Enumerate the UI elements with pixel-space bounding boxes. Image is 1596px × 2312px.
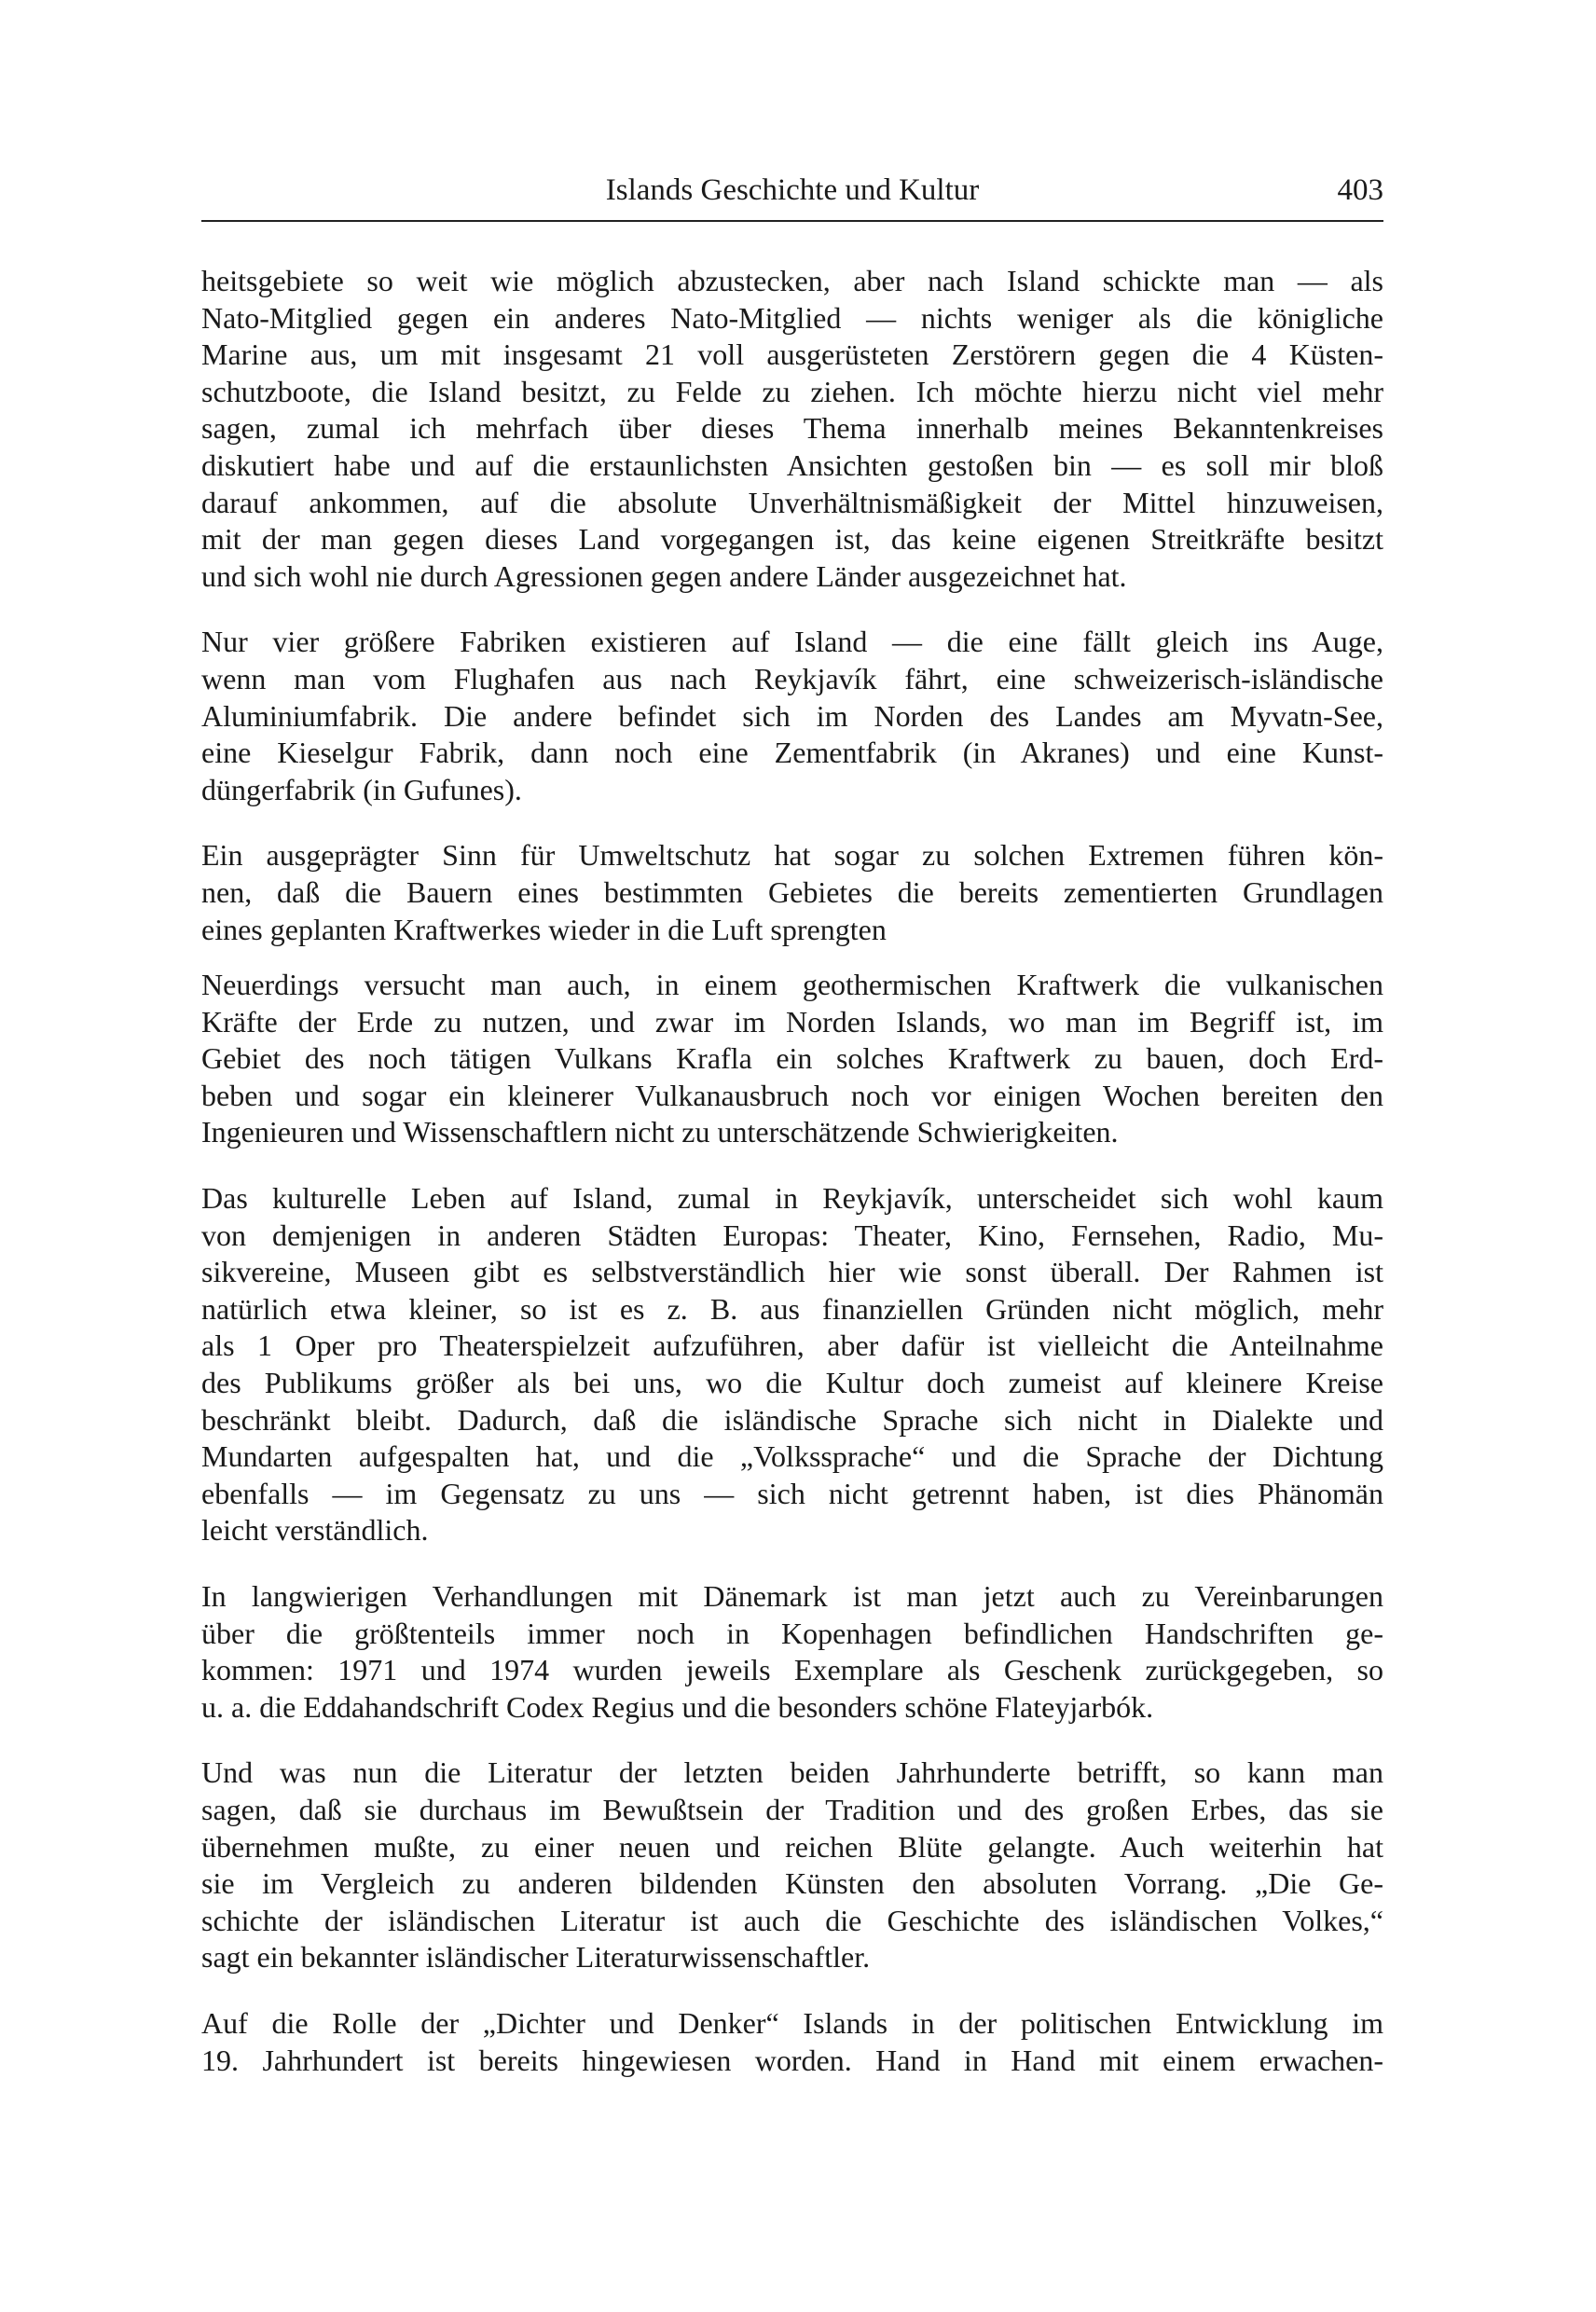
text-line: sagen, zumal ich mehrfach über dieses Thema innerhalb meines Bekanntenkreises [201,411,1383,446]
text-line: übernehmen mußte, zu einer neuen und reichen Blüte gelangte. Auch weiterhin hat [201,1829,1383,1864]
running-title: Islands Geschichte und Kultur [605,173,980,207]
text-line: beben und sogar ein kleinerer Vulkanausbruch noch vor einigen Wochen bereiten den [201,1078,1383,1112]
text-line: Marine aus, um mit insgesamt 21 voll ausgerüsteten Zerstörern gegen die 4 Küsten- [201,337,1383,372]
text-line: ebenfalls — im Gegensatz zu uns — sich nicht getrennt haben, ist dies Phänomän [201,1476,1383,1510]
paragraph [201,1755,1383,1976]
paragraph [201,263,1383,595]
text-line: des Publikums größer als bei uns, wo die Kultur doch zumeist auf kleinere Kreise [201,1366,1383,1400]
text-line: Aluminiumfabrik. Die andere befindet sich im Norden des Landes am Myvatn-See, [201,698,1383,733]
text-line: Neuerdings versucht man auch, in einem geothermischen Kraftwerk die vulkanischen [201,968,1383,1002]
page-number: 403 [1337,173,1383,207]
text-line: schutzboote, die Island besitzt, zu Felde zu ziehen. Ich möchte hierzu nicht viel mehr [201,374,1383,408]
text-line: natürlich etwa kleiner, so ist es z. B. aus finanziellen Gründen nicht möglich, mehr [201,1291,1383,1326]
body-text [201,263,1383,2108]
text-line: nen, daß die Bauern eines bestimmten Gebietes die bereits zementierten Grundlagen [201,874,1383,909]
text-line: Und was nun die Literatur der letzten beiden Jahrhunderte betrifft, so kann man [201,1755,1383,1790]
text-line: diskutiert habe und auf die erstaunlichsten Ansichten gestoßen bin — es soll mir bloß [201,447,1383,482]
paragraph [201,837,1383,948]
text-line: heitsgebiete so weit wie möglich abzustecken, aber nach Island schickte man — als [201,264,1383,297]
text-line: leicht verständlich. [201,1513,429,1548]
text-line: von demjenigen in anderen Städten Europas: Theater, Kino, Fernsehen, Radio, Mu- [201,1218,1383,1252]
text-line: kommen: 1971 und 1974 wurden jeweils Exemplare als Geschenk zurückgegeben, so [201,1653,1383,1687]
text-line: 19. Jahrhundert ist bereits hingewiesen worden. Hand in Hand mit einem erwachen- [201,2043,1383,2077]
text-line: sikvereine, Museen gibt es selbstverständlich hier wie sonst überall. Der Rahmen ist [201,1255,1383,1289]
text-line: über die größtenteils immer noch in Kopenhagen befindlichen Handschriften ge- [201,1616,1383,1650]
text-line: beschränkt bleibt. Dadurch, daß die isländische Sprache sich nicht in Dialekte und [201,1402,1383,1437]
text-line: wenn man vom Flughafen aus nach Reykjavík fährt, eine schweizerisch-isländische [201,661,1383,695]
text-line: mit der man gegen dieses Land vorgegangen ist, das keine eigenen Streitkräfte besitzt [201,522,1383,557]
text-line: Nato-Mitglied gegen ein anderes Nato-Mitglied — nichts weniger als die königliche [201,300,1383,335]
text-line: u. a. die Eddahandschrift Codex Regius und die besonders schöne Flateyjarbók. [201,1689,1154,1724]
text-line: und sich wohl nie durch Agressionen gegen andere Länder ausgezeichnet hat. [201,558,1127,593]
text-line: schichte der isländischen Literatur ist auch die Geschichte des isländischen Volkes,“ [201,1903,1383,1937]
text-line: als 1 Oper pro Theaterspielzeit aufzuführen, aber dafür ist vielleicht die Anteilnahme [201,1328,1383,1363]
text-line: eines geplanten Kraftwerkes wieder in die Luft sprengten [201,912,887,946]
paragraph [201,624,1383,808]
paragraph [201,1180,1383,1549]
text-line: Nur vier größere Fabriken existieren auf Island — die eine fällt gleich ins Auge, [201,625,1383,659]
text-line: Mundarten aufgespalten hat, und die „Volkssprache“ und die Sprache der Dichtung [201,1439,1383,1474]
text-line: düngerfabrik (in Gufunes). [201,772,522,806]
text-line: sagen, daß sie durchaus im Bewußtsein der Tradition und des großen Erbes, das sie [201,1792,1383,1826]
text-line: sagt ein bekannter isländischer Literaturwissenschaftler. [201,1940,871,1975]
text-line: Das kulturelle Leben auf Island, zumal in Reykjavík, unterscheidet sich wohl kaum [201,1181,1383,1216]
running-header [201,172,1383,222]
text-line: Gebiet des noch tätigen Vulkans Krafla ein solches Kraftwerk zu bauen, doch Erd- [201,1041,1383,1076]
text-line: eine Kieselgur Fabrik, dann noch eine Zementfabrik (in Akranes) und eine Kunst- [201,736,1383,770]
text-line: Auf die Rolle der „Dichter und Denker“ Islands in der politischen Entwicklung im [201,2005,1383,2040]
text-line: Ein ausgeprägter Sinn für Umweltschutz hat sogar zu solchen Extremen führen kön- [201,838,1383,873]
paragraph [201,1578,1383,1726]
text-line: Kräfte der Erde zu nutzen, und zwar im Norden Islands, wo man im Begriff ist, im [201,1004,1383,1039]
text-line: Ingenieuren und Wissenschaftlern nicht zu unterschätzende Schwierigkeiten. [201,1115,1119,1149]
text-line: darauf ankommen, auf die absolute Unverhältnismäßigkeit der Mittel hinzuweisen, [201,485,1383,519]
text-line: In langwierigen Verhandlungen mit Dänemark ist man jetzt auch zu Vereinbarungen [201,1579,1383,1613]
paragraph [201,967,1383,1151]
text-line: sie im Vergleich zu anderen bildenden Künsten den absoluten Vorrang. „Die Ge- [201,1866,1383,1901]
paragraph [201,2005,1383,2079]
